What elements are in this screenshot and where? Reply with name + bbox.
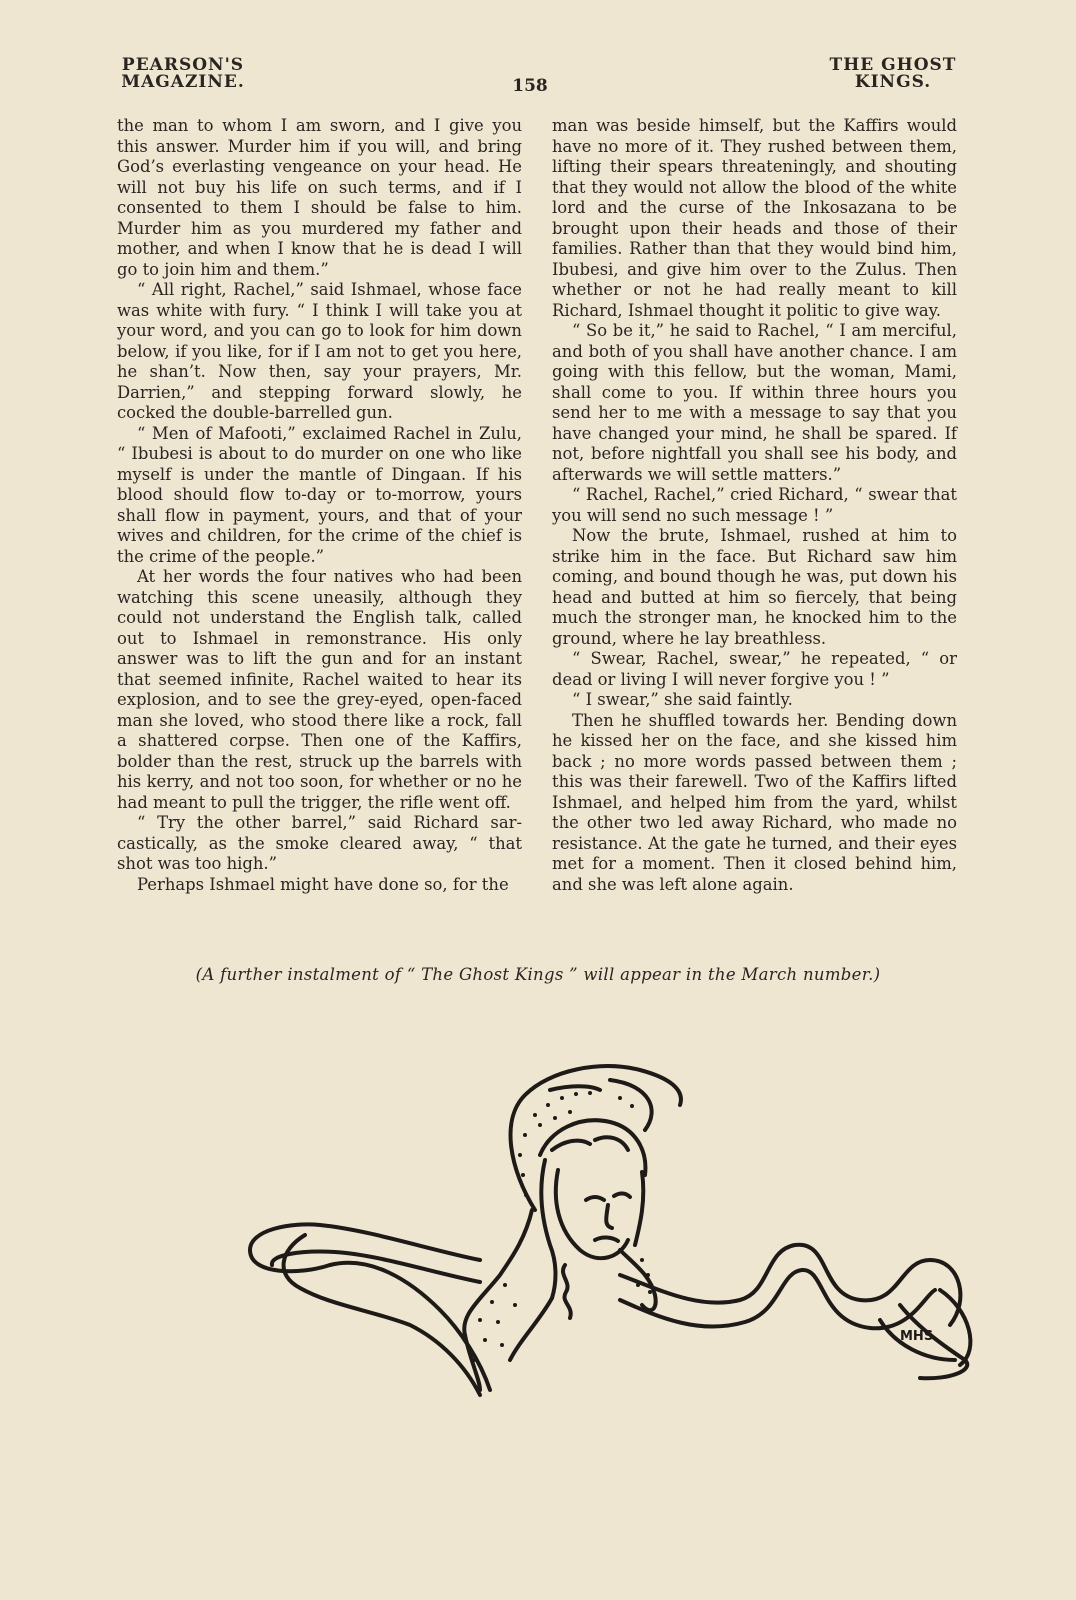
running-head-line: MAGAZINE.	[121, 72, 245, 92]
bonnet-girl-ribbon-illustration-icon	[180, 1060, 1000, 1530]
paragraph: “ All right, Rachel,” said Ishmael, whose face was white with fury. “ I think I will take you at your word, and you can go to look for him down below, if you like, for if I am not to get you here, he shan’t. Now then, say your prayers, Mr. Darrien,” and stepping forward slowly, he cocked the double-barrelled gun.	[117, 280, 522, 422]
running-head-title	[818, 57, 968, 91]
page-number: 158	[512, 76, 548, 96]
paragraph: At her words the four natives who had been watching this scene uneasily, although they could not understand the English talk, called out to Ishmael in remonstrance. His only answer was to lift the gun and for an instant that seemed infinite, Rachel waited to hear its explosion, and to see the grey-eyed, open-faced man she loved, who stood there like a rock, fall a shattered corpse. Then one of the Kaffirs, bolder than the rest, struck up the barrels with his kerry, and not too soon, for whether or no he had meant to pull the trigger, the rifle went off.	[117, 567, 522, 812]
paragraph: “ So be it,” he said to Rachel, “ I am merciful, and both of you shall have another chance. I am going with this fellow, but the woman, Mami, shall come to you. If within three hours you send her to me with a message to say that you have changed your mind, he shall be spared. If not, before nightfall you shall see his body, and afterwards we will settle matters.”	[552, 321, 957, 484]
running-head-magazine	[118, 57, 248, 91]
continuation-note: (A further instalment of “ The Ghost Kings ” will appear in the March number.)	[195, 965, 881, 984]
paragraph: “ Swear, Rachel, swear,” he repeated, “ or dead or living I will never forgive you ! ”	[552, 649, 957, 689]
paragraph: “ Try the other barrel,” said Richard sarcastically, as the smoke cleared away, “ that shot was too high.”	[117, 813, 522, 873]
running-head-line: THE GHOST	[829, 55, 957, 75]
paragraph: Now the brute, Ishmael, rushed at him to strike him in the face. But Richard saw him coming, and bound though he was, put down his head and butted at him so fiercely, that being much the stronger man, he knocked him to the ground, where he lay breathless.	[552, 526, 957, 648]
running-head-line: KINGS.	[854, 72, 932, 92]
paragraph: “ Rachel, Rachel,” cried Richard, “ swear that you will send no such message ! ”	[552, 485, 957, 525]
paragraph: Perhaps Ishmael might have done so, for the	[137, 874, 509, 894]
running-head-line: PEARSON'S	[121, 55, 245, 75]
paragraph: the man to whom I am sworn, and I give you this answer. Murder him if you will, and bring God’s everlasting vengeance on your head. He will not buy his life on such terms, and if I consented to them I should be false to him. Murder him as you murdered my father and mother, and when I know that he is dead I will go to join him and them.”	[117, 116, 522, 279]
text-column-left	[117, 116, 522, 895]
paragraph: Then he shuffled towards her. Bending down he kissed her on the face, and she kissed him back ; no more words passed between them ; this was their farewell. Two of the Kaffirs lifted Ishmael, and helped him from the yard, whilst the other two led away Richard, who made no resistance. At the gate he turned, and their eyes met for a moment. Then it closed behind him, and she was left alone again.	[552, 710, 957, 894]
text-column-right	[552, 116, 957, 895]
artist-signature: MHS.	[900, 1329, 939, 1344]
paragraph: “ Men of Mafooti,” exclaimed Rachel in Zulu, “ Ibubesi is about to do murder on one who like myself is under the mantle of Dingaan. If his blood should flow to-day or to-morrow, yours shall flow in payment, yours, and that of your wives and children, for the crime of the chief is the crime of the people.”	[117, 423, 522, 566]
paragraph: man was beside himself, but the Kaffirs would have no more of it. They rushed between them, lifting their spears threateningly, and shouting that they would not allow the blood of the white lord and the curse of the Inkosazana to be brought upon their heads and those of their families. Rather than that they would bind him, Ibubesi, and give him over to the Zulus. Then whether or not he had really meant to kill Richard, Ishmael thought it politic to give way.	[552, 116, 957, 320]
paragraph: “ I swear,” she said faintly.	[572, 690, 793, 709]
